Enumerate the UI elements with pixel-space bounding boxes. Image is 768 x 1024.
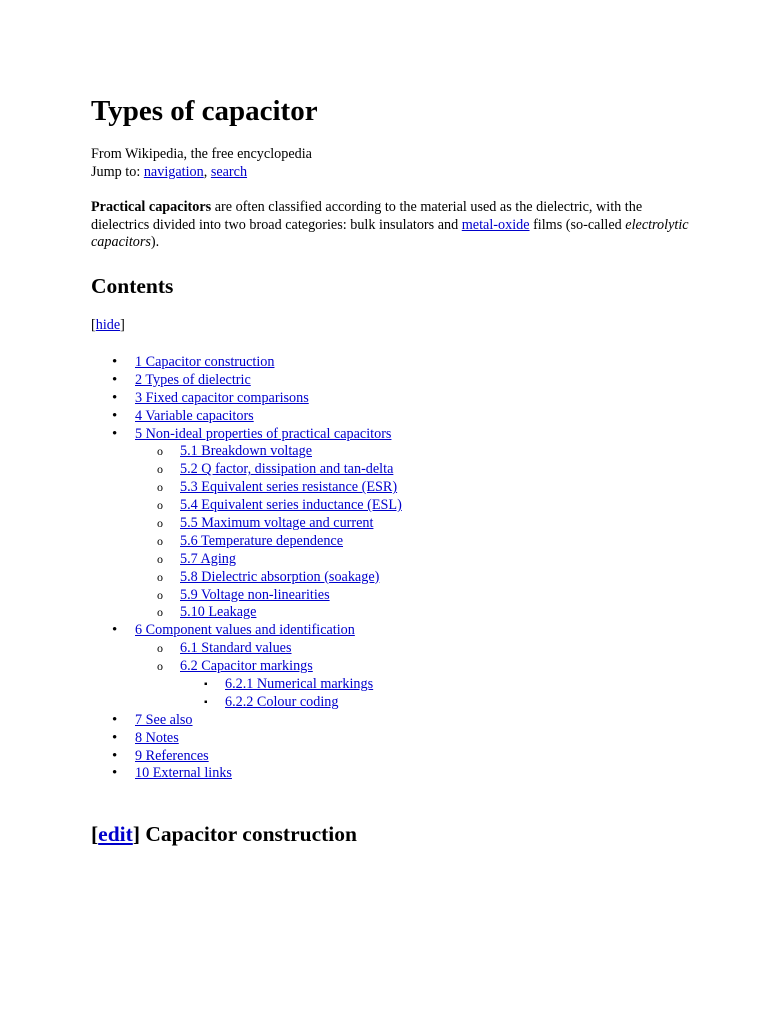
bullet-marker: •	[112, 765, 118, 782]
circle-marker: o	[157, 516, 163, 531]
toc-link[interactable]: 6.2.1 Numerical markings	[225, 676, 374, 693]
circle-marker: o	[157, 551, 163, 566]
toc-link[interactable]: 3 Fixed capacitor comparisons	[135, 389, 309, 406]
circle-marker: o	[157, 605, 163, 620]
toc-item	[91, 622, 691, 640]
toc-link[interactable]: 5.2 Q factor, dissipation and tan-delta	[180, 461, 394, 478]
bullet-marker: •	[112, 354, 118, 370]
circle-marker: o	[157, 498, 163, 513]
toc-link[interactable]: 5.10 Leakage	[180, 604, 257, 621]
toc-link[interactable]: 8 Notes	[135, 729, 179, 746]
page-title: Types of capacitor	[91, 95, 318, 127]
from-wikipedia-text: From Wikipedia, the free encyclopedia	[91, 146, 312, 162]
toc-link[interactable]: 4 Variable capacitors	[135, 407, 254, 424]
table-of-contents	[91, 354, 691, 783]
jump-search-link[interactable]: search	[210, 163, 248, 180]
square-marker: ▪	[204, 679, 208, 691]
toc-item	[91, 354, 691, 372]
site-subtitle	[91, 146, 691, 181]
circle-marker: o	[157, 641, 163, 656]
bullet-marker: •	[112, 622, 118, 639]
intro-paragraph	[91, 199, 691, 252]
toc-subitem	[91, 479, 691, 497]
toc-subitem	[91, 658, 691, 676]
toc-link[interactable]: 5.3 Equivalent series resistance (ESR)	[180, 479, 398, 496]
toc-item	[91, 748, 691, 766]
toc-item	[91, 426, 691, 444]
bullet-marker: •	[112, 371, 118, 388]
circle-marker: o	[157, 444, 163, 459]
jump-separator: ,	[203, 163, 211, 180]
bullet-marker: •	[112, 729, 118, 746]
toc-subitem	[91, 569, 691, 587]
toc-link[interactable]: 10 External links	[135, 765, 232, 782]
toc-subitem	[91, 533, 691, 551]
intro-italic-term: electrolytic capacitors	[91, 216, 689, 251]
bullet-marker: •	[112, 389, 118, 406]
toc-link[interactable]: 5.6 Temperature dependence	[180, 532, 344, 549]
section-heading-text: Capacitor construction	[139, 822, 357, 846]
toc-item	[91, 730, 691, 748]
edit-bracket-open: [	[91, 822, 99, 846]
toc-link[interactable]: 1 Capacitor construction	[135, 354, 275, 370]
jump-to-line	[91, 164, 691, 182]
section-heading	[91, 818, 357, 850]
toc-subitem	[91, 497, 691, 515]
toc-link[interactable]: 9 References	[135, 747, 209, 764]
toc-link[interactable]: 5.9 Voltage non-linearities	[180, 586, 330, 603]
intro-bold-lead: Practical capacitors	[91, 199, 212, 215]
toc-subsubitem	[91, 694, 691, 712]
contents-heading: Contents	[91, 274, 174, 298]
toc-subitem	[91, 604, 691, 622]
bullet-marker: •	[112, 747, 118, 764]
toc-link[interactable]: 6.1 Standard values	[180, 640, 292, 657]
toc-subitem	[91, 551, 691, 569]
jump-navigation-link[interactable]: navigation	[143, 163, 204, 180]
toc-link[interactable]: 6.2 Capacitor markings	[180, 658, 313, 675]
circle-marker: o	[157, 569, 163, 584]
intro-text-2: films (so-called	[529, 216, 626, 233]
jump-to-label: Jump to:	[91, 163, 144, 180]
intro-text-1: are often classified according to the material used as the dielectric, with the dielectrics divided into two broad categories: bulk insulators and	[91, 199, 643, 233]
toc-link[interactable]: 6 Component values and identification	[135, 622, 355, 639]
bullet-marker: •	[112, 711, 118, 728]
toc-subitem	[91, 443, 691, 461]
toggle-bracket-open: [	[91, 317, 96, 333]
circle-marker: o	[157, 480, 163, 495]
intro-text-3: ).	[150, 234, 160, 251]
toc-item	[91, 390, 691, 408]
toc-item	[91, 408, 691, 426]
toc-subitem	[91, 587, 691, 605]
toc-subitem	[91, 640, 691, 658]
square-marker: ▪	[204, 696, 208, 708]
edit-bracket-close: ]	[132, 822, 140, 846]
toc-link[interactable]: 5.7 Aging	[180, 550, 236, 567]
toc-item	[91, 372, 691, 390]
bullet-marker: •	[112, 407, 118, 424]
toc-subitem	[91, 461, 691, 479]
toc-item	[91, 712, 691, 730]
toc-link[interactable]: 7 See also	[135, 711, 193, 728]
toc-link[interactable]: 5.1 Breakdown voltage	[180, 443, 312, 460]
circle-marker: o	[157, 462, 163, 477]
contents-toggle	[91, 317, 125, 335]
toc-link[interactable]: 5.8 Dielectric absorption (soakage)	[180, 568, 380, 585]
circle-marker: o	[157, 659, 163, 674]
toc-link[interactable]: 2 Types of dielectric	[135, 371, 251, 388]
hide-toggle-link[interactable]: hide	[95, 317, 121, 333]
toc-link[interactable]: 5 Non-ideal properties of practical capacitors	[135, 425, 392, 442]
toc-link[interactable]: 6.2.2 Colour coding	[225, 693, 339, 710]
circle-marker: o	[157, 587, 163, 602]
toc-subsubitem	[91, 676, 691, 694]
metal-oxide-link[interactable]: metal-oxide	[461, 216, 530, 233]
toc-item	[91, 765, 691, 783]
toc-link[interactable]: 5.5 Maximum voltage and current	[180, 515, 374, 532]
edit-section-link[interactable]: edit	[98, 822, 133, 846]
toggle-bracket-close: ]	[120, 317, 125, 333]
circle-marker: o	[157, 533, 163, 548]
toc-subitem	[91, 515, 691, 533]
bullet-marker: •	[112, 425, 118, 442]
toc-link[interactable]: 5.4 Equivalent series inductance (ESL)	[180, 497, 402, 514]
